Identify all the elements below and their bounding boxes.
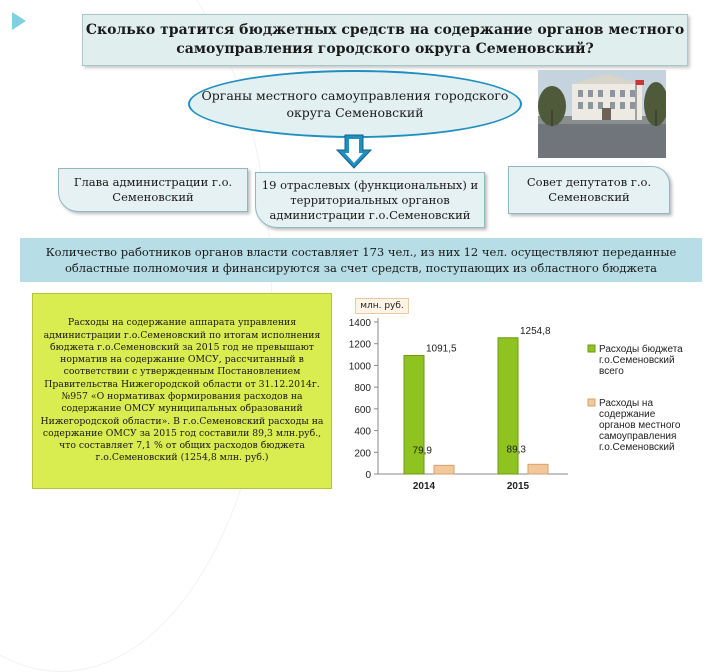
legend-label-line: самоуправления: [599, 431, 677, 442]
y-tick-label: 1400: [348, 318, 371, 329]
staff-count-text: Количество работников органов власти составляет 173 чел., из них 12 чел. осуществляют переданные областные полномочия и финансируются за счет средств, поступающих из областного бюджета: [20, 238, 702, 282]
y-tick-label: 1000: [348, 361, 371, 373]
legend-label-line: Расходы бюджета: [599, 344, 683, 355]
y-tick-label: 0: [365, 470, 371, 481]
page-title-box: [82, 14, 688, 66]
budget-bar-chart: [336, 296, 708, 496]
legend-label-line: содержание: [599, 409, 656, 420]
page-title: Сколько тратится бюджетных средств на содержание органов местного самоуправления городского округа Семеновский?: [85, 22, 685, 57]
expense-explanation-text: Расходы на содержание аппарата управления администрации г.о.Семеновский по итогам исполнения бюджета г.о.Семеновский за 2015 год не превышают норматив на содержание ОМСУ, рассчитанный в соответствии с утвержденным Постановлением Правительства Нижегородской области от 31.12.2014г. №957 «О нормативах формирования расходов на содержание ОМСУ муниципальных образований Нижегородской области». В г.о.Семеновский расходы на содержание ОМСУ за 2015 год составили 89,3 млн.руб., что составляет 7,1 % от общих расходов бюджета г.о.Семеновский (1254,8 млн. руб.): [32, 293, 332, 489]
data-label: 1254,8: [520, 325, 551, 337]
legend-label: [599, 398, 681, 453]
y-tick-label: 1200: [348, 339, 371, 351]
ellipse-label: Органы местного самоуправления городского округа Семеновский: [201, 88, 509, 120]
building-photo: [538, 70, 666, 158]
x-tick-label: 2015: [506, 481, 530, 492]
legend-label: [599, 343, 683, 377]
legend-label-line: органов местного: [599, 420, 681, 431]
chart-unit-label: млн. руб.: [355, 298, 409, 314]
legend-swatch: [588, 399, 595, 406]
bullet-arrow-icon: [12, 12, 26, 30]
council-of-deputies-box: Совет депутатов г.о. Семеновский: [508, 166, 670, 214]
bar: [434, 465, 454, 474]
data-label: 1091,5: [426, 343, 457, 355]
legend-label-line: г.о.Семеновский: [599, 355, 675, 366]
bar: [528, 464, 548, 474]
legend-label-line: всего: [599, 366, 624, 377]
head-of-administration-box: Глава администрации г.о. Семеновский: [58, 168, 248, 212]
local-government-ellipse: [188, 70, 522, 138]
down-arrow-icon: [336, 134, 372, 170]
y-tick-label: 400: [354, 426, 371, 438]
sector-bodies-box: 19 отраслевых (функциональных) и территориальных органов администрации г.о.Семеновский: [255, 172, 485, 228]
y-tick-label: 200: [354, 448, 371, 460]
y-tick-label: 800: [354, 383, 371, 395]
data-label: 79,9: [412, 445, 432, 457]
data-label: 89,3: [506, 444, 526, 456]
legend-label-line: г.о.Семеновский: [599, 442, 675, 453]
legend-swatch: [588, 345, 595, 352]
x-tick-label: 2014: [412, 481, 436, 492]
y-tick-label: 600: [354, 404, 371, 416]
legend-label-line: Расходы на: [599, 398, 654, 409]
